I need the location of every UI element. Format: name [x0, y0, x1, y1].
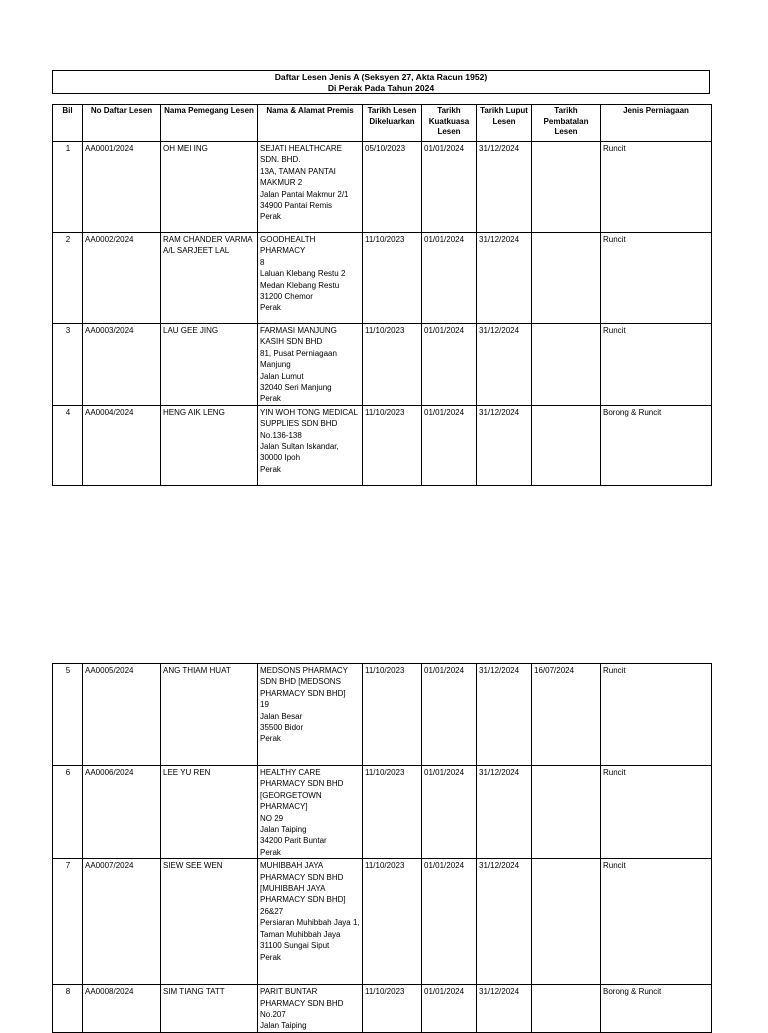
- cell-nama-pemegang: SIM TIANG TATT: [161, 985, 258, 1033]
- premis-line: 34200 Parit Buntar: [260, 836, 327, 846]
- cell-tarikh-kuatkuasa: 01/01/2024: [422, 324, 477, 406]
- premis-line: 32040 Seri Manjung: [260, 383, 332, 393]
- document-title: [52, 70, 710, 94]
- cell-jenis-perniagaan: Runcit: [601, 324, 712, 406]
- premis-line: 34900 Pantai Remis: [260, 201, 333, 211]
- premis-line: Perak: [260, 464, 281, 474]
- table-row: [53, 766, 712, 859]
- cell-jenis-perniagaan: Runcit: [601, 142, 712, 233]
- premis-line: Jalan Lumut: [260, 371, 304, 381]
- cell-tarikh-dikeluarkan: 11/10/2023: [363, 324, 422, 406]
- premis-line: FARMASI MANJUNG KASIH SDN BHD: [260, 326, 337, 347]
- cell-tarikh-luput: 31/12/2024: [477, 859, 532, 985]
- cell-premis: [258, 859, 363, 985]
- cell-tarikh-pembatalan: [532, 405, 601, 485]
- cell-tarikh-luput: 31/12/2024: [477, 766, 532, 859]
- premis-line: HEALTHY CARE PHARMACY SDN BHD [GEORGETOWN PHARMACY]: [260, 768, 344, 812]
- cell-tarikh-pembatalan: [532, 766, 601, 859]
- cell-bil: 8: [53, 985, 83, 1033]
- premis-line: Persiaran Muhibbah Jaya 1, Taman Muhibbah Jaya: [260, 918, 360, 939]
- header-tarikh-dikeluarkan: Tarikh Lesen Dikeluarkan: [363, 105, 422, 142]
- premis-line: Perak: [260, 847, 281, 857]
- license-table-page-2: [52, 663, 712, 1033]
- cell-premis: [258, 233, 363, 324]
- cell-tarikh-pembatalan: 16/07/2024: [532, 664, 601, 766]
- premis-line: Jalan Taiping: [260, 825, 307, 835]
- cell-tarikh-luput: 31/12/2024: [477, 664, 532, 766]
- cell-bil: 5: [53, 664, 83, 766]
- cell-jenis-perniagaan: Borong & Runcit: [601, 405, 712, 485]
- table-row: [53, 405, 712, 485]
- cell-no-daftar: AA0007/2024: [83, 859, 161, 985]
- header-no-daftar: No Daftar Lesen: [83, 105, 161, 142]
- title-line-2: Di Perak Pada Tahun 2024: [327, 83, 435, 93]
- cell-no-daftar: AA0004/2024: [83, 405, 161, 485]
- cell-premis: [258, 766, 363, 859]
- premis-line: 81, Pusat Perniagaan Manjung: [260, 348, 337, 370]
- premis-line: NO 29: [260, 813, 284, 823]
- cell-premis: [258, 324, 363, 406]
- cell-bil: 6: [53, 766, 83, 859]
- premis-line: Jalan Besar: [260, 711, 303, 721]
- cell-premis: [258, 405, 363, 485]
- table-row: [53, 985, 712, 1033]
- header-bil: Bil: [53, 105, 83, 142]
- premis-line: 26&27: [260, 906, 284, 916]
- cell-jenis-perniagaan: Runcit: [601, 233, 712, 324]
- cell-premis: [258, 664, 363, 766]
- cell-tarikh-pembatalan: [532, 859, 601, 985]
- premis-line: 31100 Sungai Siput: [260, 941, 330, 951]
- table-row: [53, 859, 712, 985]
- header-nama-alamat-premis: Nama & Alamat Premis: [258, 105, 363, 142]
- table-row: [53, 233, 712, 324]
- cell-tarikh-kuatkuasa: 01/01/2024: [422, 859, 477, 985]
- premis-line: YIN WOH TONG MEDICAL SUPPLIES SDN BHD: [260, 407, 358, 429]
- cell-tarikh-dikeluarkan: 11/10/2023: [363, 233, 422, 324]
- cell-tarikh-luput: 31/12/2024: [477, 233, 532, 324]
- premis-line: Perak: [260, 212, 281, 222]
- table-row: [53, 664, 712, 766]
- cell-tarikh-dikeluarkan: 11/10/2023: [363, 859, 422, 985]
- premis-line: 19: [260, 700, 269, 710]
- premis-line: SEJATI HEALTHCARE SDN. BHD.: [260, 144, 342, 165]
- cell-jenis-perniagaan: Runcit: [601, 766, 712, 859]
- cell-bil: 3: [53, 324, 83, 406]
- cell-nama-pemegang: OH MEI ING: [161, 142, 258, 233]
- header-tarikh-kuatkuasa: Tarikh Kuatkuasa Lesen: [422, 105, 477, 142]
- title-line-1: Daftar Lesen Jenis A (Seksyen 27, Akta Racun 1952): [274, 72, 488, 82]
- cell-bil: 7: [53, 859, 83, 985]
- cell-tarikh-kuatkuasa: 01/01/2024: [422, 142, 477, 233]
- cell-jenis-perniagaan: Borong & Runcit: [601, 985, 712, 1033]
- premis-line: 35500 Bidor: [260, 723, 304, 733]
- premis-line: Perak: [260, 394, 281, 404]
- cell-no-daftar: AA0003/2024: [83, 324, 161, 406]
- cell-nama-pemegang: RAM CHANDER VARMA A/L SARJEET LAL: [161, 233, 258, 324]
- cell-nama-pemegang: HENG AIK LENG: [161, 405, 258, 485]
- premis-line: MEDSONS PHARMACY SDN BHD [MEDSONS PHARMACY SDN BHD]: [260, 666, 348, 698]
- cell-no-daftar: AA0001/2024: [83, 142, 161, 233]
- cell-no-daftar: AA0006/2024: [83, 766, 161, 859]
- cell-bil: 2: [53, 233, 83, 324]
- premis-line: No.207: [260, 1010, 286, 1020]
- cell-tarikh-dikeluarkan: 11/10/2023: [363, 985, 422, 1033]
- cell-tarikh-luput: 31/12/2024: [477, 405, 532, 485]
- cell-no-daftar: AA0008/2024: [83, 985, 161, 1033]
- cell-jenis-perniagaan: Runcit: [601, 859, 712, 985]
- cell-no-daftar: AA0005/2024: [83, 664, 161, 766]
- premis-line: Perak: [260, 734, 281, 744]
- cell-no-daftar: AA0002/2024: [83, 233, 161, 324]
- premis-line: 13A, TAMAN PANTAI MAKMUR 2: [260, 166, 336, 188]
- header-jenis-perniagaan: Jenis Perniagaan: [601, 105, 712, 142]
- premis-line: 8: [260, 257, 265, 267]
- cell-tarikh-kuatkuasa: 01/01/2024: [422, 233, 477, 324]
- premis-line: Jalan Taiping: [260, 1021, 307, 1031]
- cell-nama-pemegang: ANG THIAM HUAT: [161, 664, 258, 766]
- premis-line: No.136-138: [260, 430, 302, 440]
- table-row: [53, 324, 712, 406]
- cell-tarikh-kuatkuasa: 01/01/2024: [422, 985, 477, 1033]
- premis-line: GOODHEALTH PHARMACY: [260, 235, 316, 256]
- cell-tarikh-dikeluarkan: 11/10/2023: [363, 766, 422, 859]
- license-table-page-1: [52, 104, 712, 486]
- cell-tarikh-kuatkuasa: 01/01/2024: [422, 664, 477, 766]
- header-tarikh-luput: Tarikh Luput Lesen: [477, 105, 532, 142]
- premis-line: 31200 Chemor: [260, 292, 313, 302]
- cell-jenis-perniagaan: Runcit: [601, 664, 712, 766]
- premis-line: 30000 Ipoh: [260, 453, 301, 463]
- premis-line: MUHIBBAH JAYA PHARMACY SDN BHD [MUHIBBAH JAYA PHARMACY SDN BHD]: [260, 861, 346, 905]
- premis-line: Jalan Pantai Makmur 2/1: [260, 189, 349, 199]
- cell-tarikh-kuatkuasa: 01/01/2024: [422, 766, 477, 859]
- cell-tarikh-kuatkuasa: 01/01/2024: [422, 405, 477, 485]
- cell-tarikh-dikeluarkan: 11/10/2023: [363, 664, 422, 766]
- premis-line: Medan Klebang Restu: [260, 280, 340, 290]
- cell-tarikh-luput: 31/12/2024: [477, 324, 532, 406]
- cell-premis: [258, 985, 363, 1033]
- header-row: [53, 105, 712, 142]
- cell-nama-pemegang: SIEW SEE WEN: [161, 859, 258, 985]
- premis-line: Perak: [260, 952, 281, 962]
- premis-line: Perak: [260, 303, 281, 313]
- cell-tarikh-dikeluarkan: 11/10/2023: [363, 405, 422, 485]
- cell-bil: 1: [53, 142, 83, 233]
- cell-premis: [258, 142, 363, 233]
- cell-nama-pemegang: LAU GEE JING: [161, 324, 258, 406]
- cell-tarikh-luput: 31/12/2024: [477, 142, 532, 233]
- table-row: [53, 142, 712, 233]
- cell-tarikh-pembatalan: [532, 233, 601, 324]
- header-nama-pemegang: Nama Pemegang Lesen: [161, 105, 258, 142]
- cell-tarikh-pembatalan: [532, 324, 601, 406]
- cell-tarikh-pembatalan: [532, 142, 601, 233]
- premis-line: Jalan Sultan Iskandar,: [260, 442, 339, 452]
- cell-tarikh-luput: 31/12/2024: [477, 985, 532, 1033]
- premis-line: PARIT BUNTAR PHARMACY SDN BHD: [260, 987, 344, 1008]
- cell-tarikh-pembatalan: [532, 985, 601, 1033]
- header-tarikh-pembatalan: Tarikh Pembatalan Lesen: [532, 105, 601, 142]
- cell-tarikh-dikeluarkan: 05/10/2023: [363, 142, 422, 233]
- cell-nama-pemegang: LEE YU REN: [161, 766, 258, 859]
- premis-line: Laluan Klebang Restu 2: [260, 269, 346, 279]
- cell-bil: 4: [53, 405, 83, 485]
